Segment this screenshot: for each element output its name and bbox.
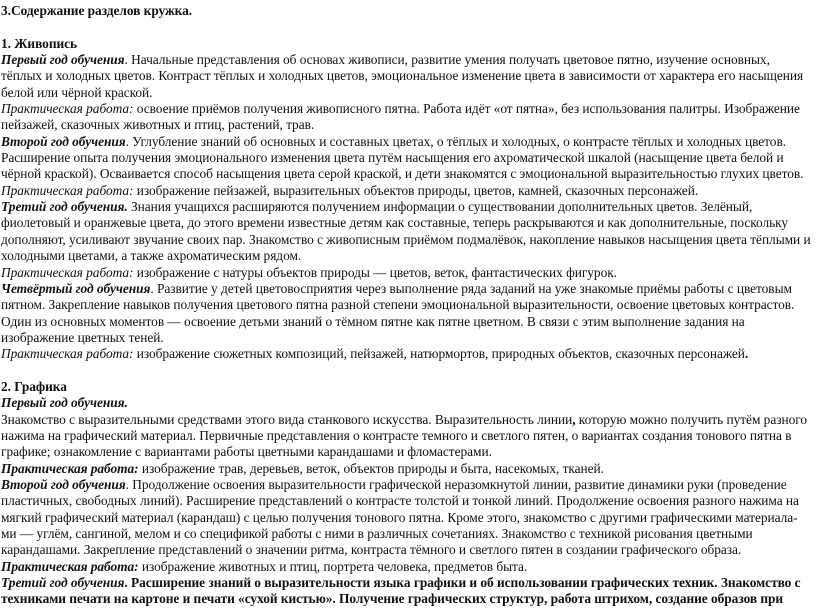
graphics-year2-label: Второй год обучения [1, 476, 126, 492]
painting-year2-label: Второй год обучения [1, 133, 126, 149]
painting-year3 [1, 199, 812, 264]
painting-year2-practice-label: Практическая работа: [1, 182, 134, 198]
painting-year2-practice-text: изображение пейзажей, выразительных объектов природы, цветов, камней, сказочных персонажей. [133, 182, 699, 198]
painting-year1-practice [1, 101, 812, 134]
painting-heading: 1. Живопись [1, 35, 78, 51]
painting-year4-text: . Развитие у детей цветовосприятия через выполнение ряда заданий на уже знакомые приёмы работы с цветовым пятном. Закрепление навыков получения цветового пятна разной степени эмоциональной выразительности, освоение цветовых контрастов. Один из основных моментов — освоение детьми знаний о тёмном пятне как пятне цветном. В связи с этим выполнение задания на изображение цветных теней. [1, 280, 795, 345]
document-title: 3.Содержание разделов кружка. [1, 3, 193, 18]
graphics-year1 [1, 412, 812, 461]
graphics-year1-practice [1, 461, 812, 477]
graphics-year3-text: . Расширение знаний о выразительности языка графики и об использовании графических техник. Знакомство с техниками печати на картоне и печати «сухой кистью». Получение графических структур, работа штрихом, создание образов при [1, 575, 801, 607]
painting-year3-text: Знания учащихся расширяются получением информации о существовании дополнительных цветов. Зелёный, фиолетовый и оранжевые цвета, до этого времени известные детям как составные, теперь раскрываются и как дополнительные, поскольку дополняют, усиливают звучание своих пар. Знакомство с живописным приёмом подмалёвок, накопление навыков насыщения цвета тёплыми и холодными цветами, а также ахроматическим рядом. [1, 199, 811, 264]
painting-year4-practice-text: изображение сюжетных композиций, пейзажей, натюрмортов, природных объектов, сказочных персонажей [133, 346, 745, 362]
painting-year3-practice [1, 265, 812, 281]
painting-year1-label: Первый год обучения [1, 52, 125, 68]
painting-year4-practice-label: Практическая работа: [1, 346, 134, 362]
painting-year4-label: Четвёртый год обучения [1, 280, 151, 296]
painting-year3-practice-text: изображение с натуры объектов природы — цветов, веток, фантастических фигурок. [133, 264, 617, 280]
painting-year1-practice-label: Практическая работа: [1, 101, 134, 117]
painting-year3-practice-label: Практическая работа: [1, 264, 134, 280]
graphics-year1-text-b: которую можно получить путём разного нажима на графический материал. Первичные представления о контрасте темного и светлого пятен, о вариантах создания тонового пятна в графике; ознакомление с вариантами работы цветными карандашами и фломастерами. [1, 411, 807, 460]
painting-year2-practice [1, 183, 812, 199]
graphics-year1-text-a: Знакомство с выразительными средствами этого вида станкового искусства. Выразительность линии [1, 411, 573, 427]
graphics-year2-text: . Продолжение освоения выразительности графической неразомкнутой линии, развитие динамики руки (проведение пластичных, свободных линий). Расширение представлений о контрасте толстой и тонкой линий. Продолжение освоения разного нажима на мягкий графический материал (карандаш) с целью получения тонового пятна. Кроме этого, знакомство с другими графическими материала-ми — углём, сангиной, мелом и со спецификой работы с ними в различных сочетаниях. Знакомство с техникой рисования цветными карандашами. Закрепление представлений о значении ритма, контраста тёмного и светлого пятен в создании графического образа. [1, 476, 799, 558]
painting-year4-practice [1, 346, 812, 362]
graphics-heading: 2. Графика [1, 378, 67, 394]
painting-year3-label: Третий год обучения. [1, 199, 128, 215]
painting-year2 [1, 134, 812, 183]
graphics-year3 [1, 575, 812, 608]
graphics-year1-label: Первый год обучения. [1, 395, 128, 411]
spacer [1, 363, 812, 379]
painting-year1-text: . Начальные представления об основах живописи, развитие умения получать цветовое пятно, изучение основных, тёплых и холодных цветов. Контраст тёплых и холодных цветов, эмоциональное изменение цвета в зависимости от характера его насыщения белой или чёрной краской. [1, 52, 804, 100]
painting-year2-text: . Углубление знаний об основных и составных цветах, о тёплых и холодных, о контрасте тёплых и холодных цветов. Расширение опыта получения эмоционального изменения цвета путём насыщения его ахроматической шкалой (насыщение цвета белой и чёрной краской). Осваивается способ насыщения цвета серой краской, и дети знакомятся с эмоциональной выразительностью глухих цветов. [1, 133, 804, 182]
painting-year4 [1, 281, 812, 346]
graphics-year2-practice [1, 559, 812, 575]
graphics-year1-practice-label: Практическая работа: [1, 460, 139, 476]
graphics-year2-practice-label: Практическая работа: [1, 558, 139, 574]
graphics-year2 [1, 477, 812, 559]
graphics-year1-practice-text: изображение трав, деревьев, веток, объектов природы и быта, насекомых, тканей. [138, 460, 604, 476]
painting-year4-practice-end: . [744, 346, 749, 362]
painting-year1 [1, 52, 812, 101]
spacer [1, 19, 812, 35]
graphics-year1-text-comma: , [572, 411, 576, 427]
graphics-year2-practice-text: изображение животных и птиц, портрета человека, предметов быта. [138, 558, 528, 574]
graphics-year3-label: Третий год обучения [1, 575, 125, 591]
painting-year1-practice-text: освоение приёмов получения живописного пятна. Работа идёт «от пятна», без использования палитры. Изображение пейзажей, сказочных животных и птиц, растений, трав. [1, 101, 800, 133]
